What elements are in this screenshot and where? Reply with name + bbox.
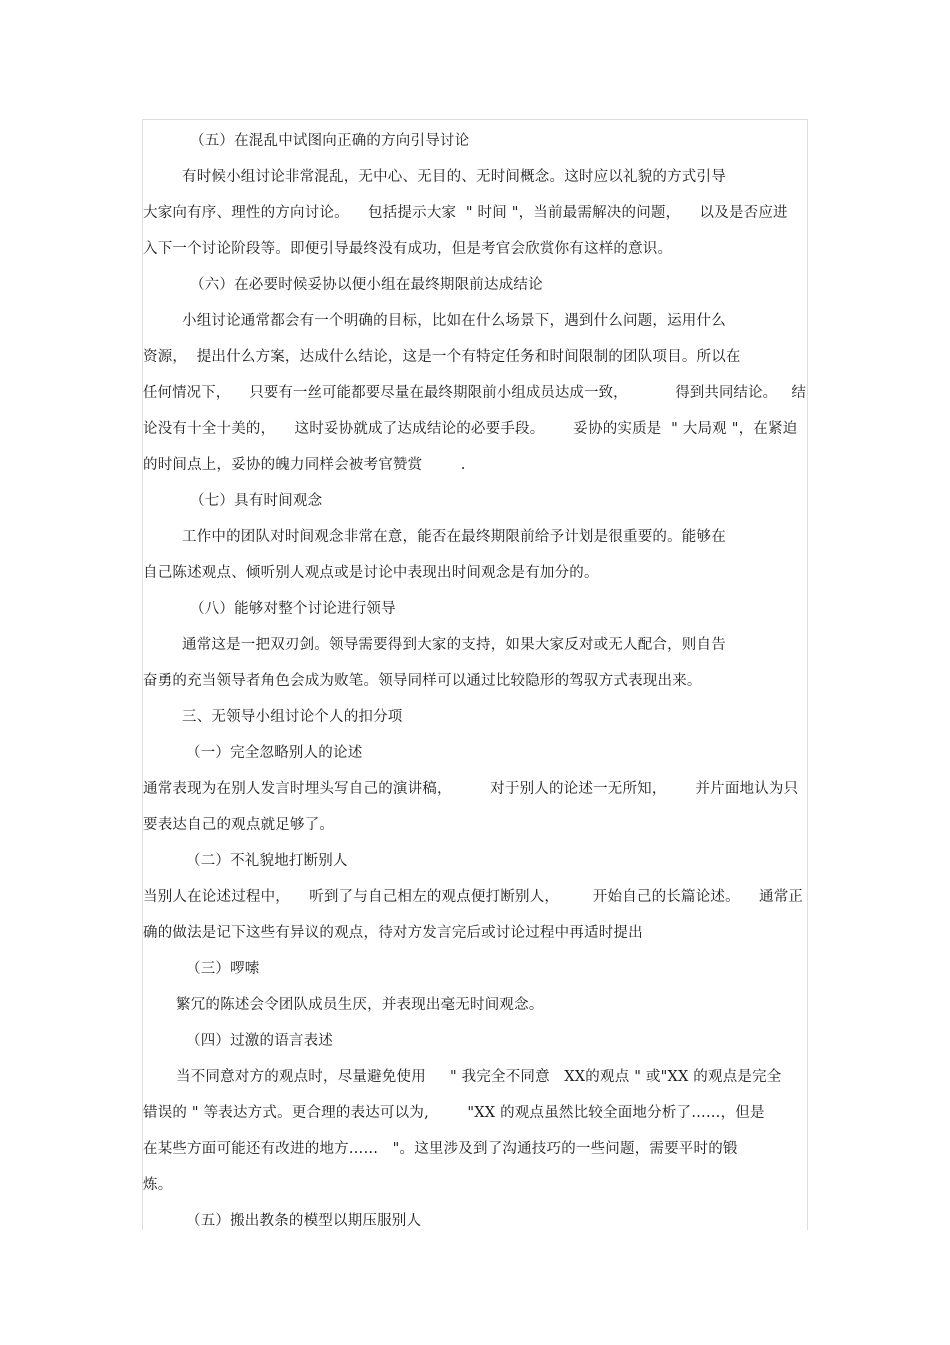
paragraph-line: 通常表现为在别人发言时埋头写自己的演讲稿， 对于别人的论述一无所知， 并片面地认为只	[143, 781, 799, 797]
section-heading: （四）过激的语言表述	[186, 1033, 333, 1049]
paragraph-line: 的时间点上，妥协的魄力同样会被考官赞赏 .	[143, 457, 466, 473]
section-heading: （五）搬出教条的模型以期压服别人	[186, 1213, 422, 1229]
paragraph-line: 工作中的团队对时间观念非常在意，能否在最终期限前给予计划是很重要的。能够在	[182, 529, 726, 545]
paragraph-line: 炼。	[143, 1177, 173, 1193]
paragraph-line: 大家向有序、理性的方向讨论。 包括提示大家 " 时间 "，当前最需解决的问题， 以及是否应进	[143, 205, 788, 221]
paragraph-line: 自己陈述观点、倾听别人观点或是讨论中表现出时间观念是有加分的。	[143, 565, 599, 581]
paragraph-line: 入下一个讨论阶段等。即便引导最终没有成功，但是考官会欣赏你有这样的意识。	[143, 241, 673, 257]
section-heading: （五）在混乱中试图向正确的方向引导讨论	[190, 133, 470, 149]
chapter-heading: 三、无领导小组讨论个人的扣分项	[182, 709, 403, 725]
section-heading: （八）能够对整个讨论进行领导	[190, 601, 396, 617]
paragraph-line: 繁冗的陈述会令团队成员生厌，并表现出毫无时间观念。	[176, 997, 544, 1013]
paragraph-line: 小组讨论通常都会有一个明确的目标，比如在什么场景下，遇到什么问题，运用什么	[182, 313, 726, 329]
section-heading: （一）完全忽略别人的论述	[186, 745, 363, 761]
section-heading: （七）具有时间观念	[190, 493, 323, 509]
paragraph-line: 资源， 提出什么方案，达成什么结论，这是一个有特定任务和时间限制的团队项目。所以在	[143, 349, 741, 365]
paragraph-line: 确的做法是记下这些有异议的观点，待对方发言完后或讨论过程中再适时提出	[143, 925, 643, 941]
paragraph-line: 有时候小组讨论非常混乱，无中心、无目的、无时间概念。这时应以礼貌的方式引导	[182, 169, 726, 185]
section-heading: （二）不礼貌地打断别人	[186, 853, 348, 869]
paragraph-line: 要表达自己的观点就足够了。	[143, 817, 335, 833]
paragraph-line: 任何情况下， 只要有一丝可能都要尽量在最终期限前小组成员达成一致， 得到共同结论。 结	[143, 385, 807, 401]
paragraph-line: 通常这是一把双刃剑。领导需要得到大家的支持，如果大家反对或无人配合，则自告	[182, 637, 726, 653]
paragraph-line: 奋勇的充当领导者角色会成为败笔。领导同样可以通过比较隐形的驾驭方式表现出来。	[143, 673, 702, 689]
section-heading: （六）在必要时候妥协以便小组在最终期限前达成结论	[190, 277, 543, 293]
paragraph-line: 错误的 " 等表达方式。更合理的表达可以为, "XX 的观点虽然比较全面地分析了……，但是	[143, 1105, 765, 1121]
paragraph-line: 当别人在论述过程中， 听到了与自己相左的观点便打断别人， 开始自己的长篇论述。 通常正	[143, 889, 804, 905]
paragraph-line: 当不同意对方的观点时，尽量避免使用 " 我完全不同意 XX的观点 " 或"XX 的观点是完全	[176, 1069, 782, 1085]
paragraph-line: 论没有十全十美的， 这时妥协就成了达成结论的必要手段。 妥协的实质是 " 大局观 "，在紧迫	[143, 421, 798, 437]
paragraph-line: 在某些方面可能还有改进的地方…… "。这里涉及到了沟通技巧的一些问题，需要平时的锻	[143, 1141, 738, 1157]
section-heading: （三）啰嗦	[186, 961, 260, 977]
